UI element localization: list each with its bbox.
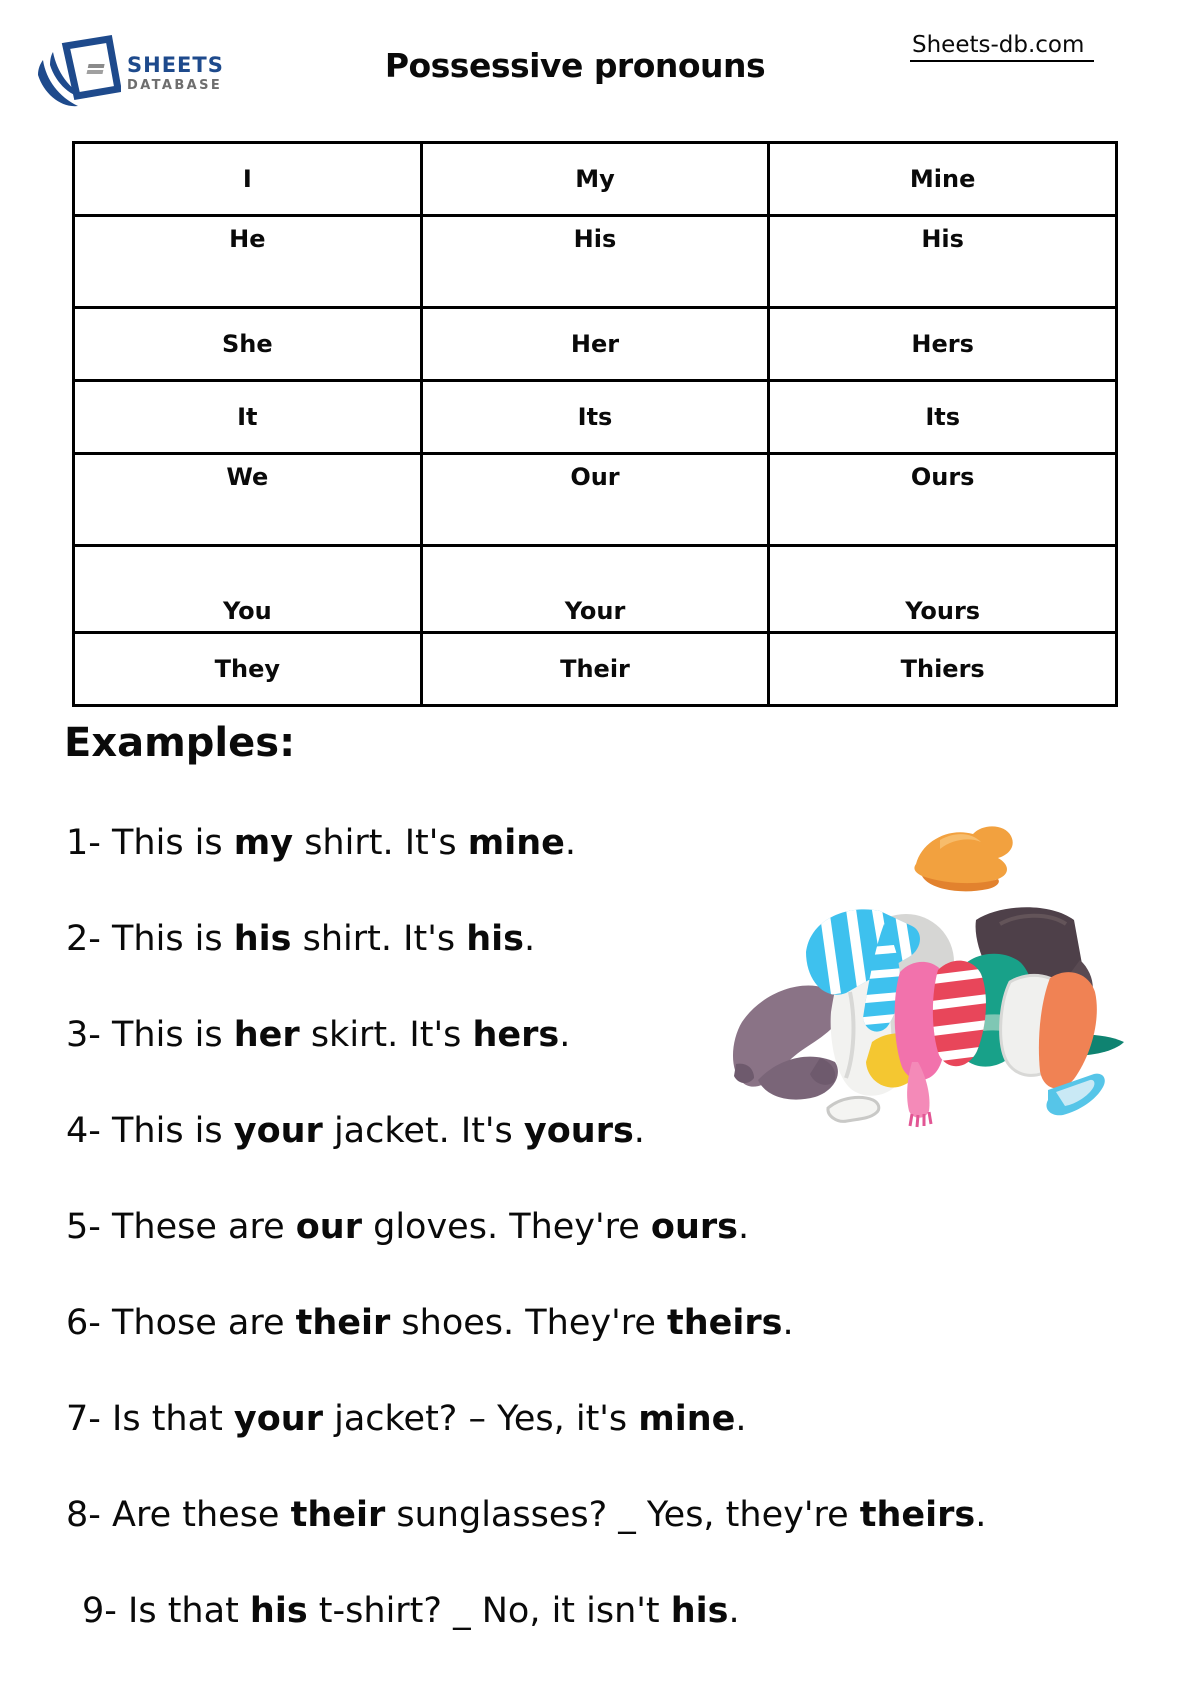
table-row bbox=[74, 216, 1117, 308]
orange-hat-icon bbox=[914, 826, 1012, 891]
sentence-text: This is bbox=[112, 1111, 234, 1151]
sentence-text: . bbox=[975, 1495, 987, 1535]
table-cell: They bbox=[74, 632, 422, 705]
possessive-word: my bbox=[233, 823, 294, 863]
example-number: 6- bbox=[66, 1303, 113, 1343]
possessive-word: mine bbox=[467, 823, 565, 863]
table-cell: Yours bbox=[769, 545, 1117, 632]
possessive-word: his bbox=[233, 919, 292, 959]
sentence-text: . bbox=[782, 1303, 794, 1343]
possessive-word: his bbox=[249, 1591, 308, 1631]
possessive-word: ours bbox=[650, 1207, 738, 1247]
sentence-text: jacket? – Yes, it's bbox=[322, 1399, 639, 1439]
possessive-word: her bbox=[233, 1015, 300, 1055]
table-cell: She bbox=[74, 307, 422, 380]
pronoun-table bbox=[72, 141, 1118, 707]
example-number: 4- bbox=[66, 1111, 113, 1151]
possessive-word: theirs bbox=[666, 1303, 783, 1343]
sentence-text: shirt. It's bbox=[293, 823, 468, 863]
sentence-text: . bbox=[737, 1207, 750, 1247]
table-cell: It bbox=[74, 380, 422, 453]
sentence-text: Is that bbox=[128, 1591, 250, 1631]
examples-heading: Examples: bbox=[64, 720, 296, 766]
sentence-text: . bbox=[564, 823, 576, 863]
sentence-text: skirt. It's bbox=[299, 1015, 473, 1055]
table-cell: He bbox=[74, 216, 422, 308]
example-sentence bbox=[66, 1397, 1146, 1441]
table-cell: Its bbox=[769, 380, 1117, 453]
example-number: 3- bbox=[66, 1015, 113, 1055]
pants-icon bbox=[733, 985, 842, 1099]
sentence-text: t-shirt? _ No, it isn't bbox=[307, 1591, 671, 1631]
sentence-text: This is bbox=[112, 823, 234, 863]
table-cell: Her bbox=[421, 307, 769, 380]
table-cell: We bbox=[74, 453, 422, 545]
table-row bbox=[74, 545, 1117, 632]
table-cell: His bbox=[769, 216, 1117, 308]
table-row bbox=[74, 307, 1117, 380]
possessive-word: theirs bbox=[859, 1495, 976, 1535]
sentence-text: . bbox=[735, 1399, 747, 1439]
possessive-word: their bbox=[295, 1303, 391, 1343]
white-sock-icon bbox=[828, 1097, 879, 1121]
table-cell: Mine bbox=[769, 143, 1117, 216]
sentence-text: . bbox=[523, 919, 536, 959]
example-sentence bbox=[66, 1493, 1146, 1537]
table-cell: His bbox=[421, 216, 769, 308]
page-title: Possessive pronouns bbox=[384, 46, 766, 85]
possessive-word: our bbox=[295, 1207, 362, 1247]
example-number: 1- bbox=[66, 823, 113, 863]
sentence-text: shoes. They're bbox=[390, 1303, 667, 1343]
sentence-text: . bbox=[559, 1015, 571, 1055]
table-cell: I bbox=[74, 143, 422, 216]
possessive-word: their bbox=[290, 1495, 386, 1535]
possessive-word: mine bbox=[638, 1399, 736, 1439]
sentence-text: gloves. They're bbox=[361, 1207, 651, 1247]
table-cell: Our bbox=[421, 453, 769, 545]
possessive-word: hers bbox=[472, 1015, 560, 1055]
example-number: 9- bbox=[82, 1591, 129, 1631]
sentence-text: . bbox=[728, 1591, 740, 1631]
table-row bbox=[74, 380, 1117, 453]
table-cell: Your bbox=[421, 545, 769, 632]
pronoun-table-body bbox=[74, 143, 1117, 706]
sentence-text: jacket. It's bbox=[322, 1111, 524, 1151]
possessive-word: yours bbox=[523, 1111, 634, 1151]
example-number: 7- bbox=[66, 1399, 113, 1439]
example-number: 2- bbox=[66, 919, 113, 959]
website-url: Sheets-db.com bbox=[910, 32, 1094, 62]
sentence-text: Those are bbox=[112, 1303, 296, 1343]
sentence-text: This is bbox=[112, 919, 234, 959]
table-cell: Thiers bbox=[769, 632, 1117, 705]
clothes-pile-illustration bbox=[700, 812, 1140, 1132]
sentence-text: These are bbox=[112, 1207, 296, 1247]
table-row bbox=[74, 453, 1117, 545]
possessive-word: his bbox=[670, 1591, 729, 1631]
example-number: 5- bbox=[66, 1207, 113, 1247]
table-cell: Hers bbox=[769, 307, 1117, 380]
possessive-word: his bbox=[466, 919, 524, 959]
logo-line-sheets: SHEETS bbox=[127, 52, 224, 77]
example-sentence bbox=[66, 1589, 1146, 1633]
sentence-text: This is bbox=[112, 1015, 234, 1055]
table-cell: My bbox=[421, 143, 769, 216]
table-row bbox=[74, 632, 1117, 705]
possessive-word: your bbox=[233, 1111, 323, 1151]
logo-line-database: DATABASE bbox=[127, 77, 223, 93]
table-cell: You bbox=[74, 545, 422, 632]
sentence-text: shirt. It's bbox=[291, 919, 467, 959]
sentence-text: Are these bbox=[112, 1495, 291, 1535]
possessive-word: your bbox=[233, 1399, 323, 1439]
table-cell: Their bbox=[421, 632, 769, 705]
orange-cloth-icon bbox=[1039, 972, 1097, 1088]
sentence-text: . bbox=[633, 1111, 645, 1151]
table-row bbox=[74, 143, 1117, 216]
sentence-text: sunglasses? _ Yes, they're bbox=[385, 1495, 860, 1535]
example-sentence bbox=[66, 1205, 1146, 1249]
table-cell: Its bbox=[421, 380, 769, 453]
example-sentence bbox=[66, 1301, 1146, 1345]
sentence-text: Is that bbox=[112, 1399, 234, 1439]
table-cell: Ours bbox=[769, 453, 1117, 545]
example-number: 8- bbox=[66, 1495, 113, 1535]
